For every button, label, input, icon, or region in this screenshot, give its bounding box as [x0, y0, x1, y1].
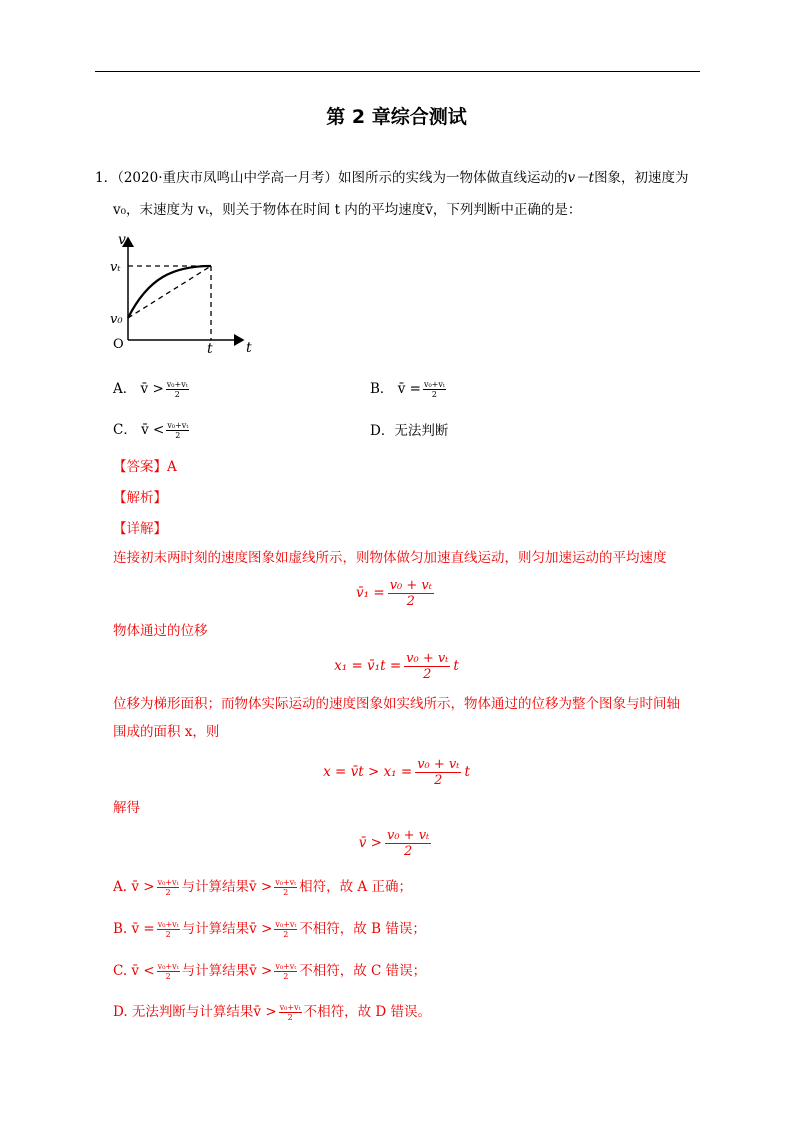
- header-rule: [95, 71, 700, 72]
- question-number: 1．: [95, 170, 118, 186]
- option-b[interactable]: B． v̄ = $\frac{\text{v₀+vₜ}}{2}$: [370, 380, 445, 399]
- equation-3: x = v̄t > x₁ = $\frac{\text{v₀ + vₜ}}{2}$ t: [323, 757, 470, 788]
- solution-paragraph-3: 位移为梯形面积；而物体实际运动的速度图象如实线所示，物体通过的位移为整个图象与时间轴 围成的面积 x，则: [113, 696, 680, 740]
- page-title: 第 2 章综合测试: [326, 106, 467, 128]
- analysis-tag: 【解析】: [113, 490, 167, 506]
- t-tick-label: t: [207, 341, 213, 357]
- solution-option-c: C. v̄ < $\frac{\text{v₀+vₜ}}{2}$ 与计算结果v̄ > $\frac{\text{v₀+vₜ}}{2}$ 不相符，故 C 错误；: [113, 962, 427, 981]
- question-text: 1．（2020·重庆市凤鸣山中学高一月考）如图所示的实线为一物体做直线运动的v－t图象，初速度为 v₀，末速度为 vₜ，则关于物体在时间 t 内的平均速度v̄，下列判断中正确的是：: [95, 170, 689, 218]
- option-a[interactable]: A． v̄ > $\frac{\text{v₀+vₜ}}{2}$: [113, 380, 188, 399]
- solution-paragraph-1: 连接初末两时刻的速度图象如虚线所示，则物体做匀加速直线运动，则匀加速运动的平均速度: [113, 550, 667, 566]
- answer-tag: 【答案】A: [113, 459, 177, 475]
- origin-label: O: [113, 337, 124, 352]
- solution-option-b: B. v̄ = $\frac{\text{v₀+vₜ}}{2}$ 与计算结果v̄ > $\frac{\text{v₀+vₜ}}{2}$ 不相符，故 B 错误；: [113, 920, 426, 939]
- v0-label: v₀: [110, 312, 123, 327]
- equation-1: v̄₁ = $\frac{\text{v₀ + vₜ}}{2}$: [356, 578, 432, 609]
- option-d[interactable]: D．无法判断: [370, 423, 449, 439]
- solution-option-a: A. v̄ > $\frac{\text{v₀+vₜ}}{2}$ 与计算结果v̄ > $\frac{\text{v₀+vₜ}}{2}$ 相符，故 A 正确；: [113, 878, 412, 897]
- vt-label: vₜ: [110, 260, 121, 275]
- solution-paragraph-4: 解得: [113, 800, 140, 816]
- detail-tag: 【详解】: [113, 521, 167, 537]
- solution-paragraph-2: 物体通过的位移: [113, 623, 208, 639]
- equation-2: x₁ = v̄₁t = $\frac{\text{v₀ + vₜ}}{2}$ t: [334, 651, 459, 682]
- x-axis-label: t: [246, 340, 252, 356]
- equation-4: v̄ > $\frac{\text{v₀ + vₜ}}{2}$: [358, 828, 430, 859]
- y-axis-label: v: [118, 232, 126, 248]
- vt-graph: [108, 228, 258, 358]
- solution-option-d: D. 无法判断与计算结果v̄ > $\frac{\text{v₀+vₜ}}{2}$ 不相符，故 D 错误。: [113, 1003, 431, 1022]
- option-c[interactable]: C． v̄ < $\frac{\text{v₀+vₜ}}{2}$: [113, 421, 189, 440]
